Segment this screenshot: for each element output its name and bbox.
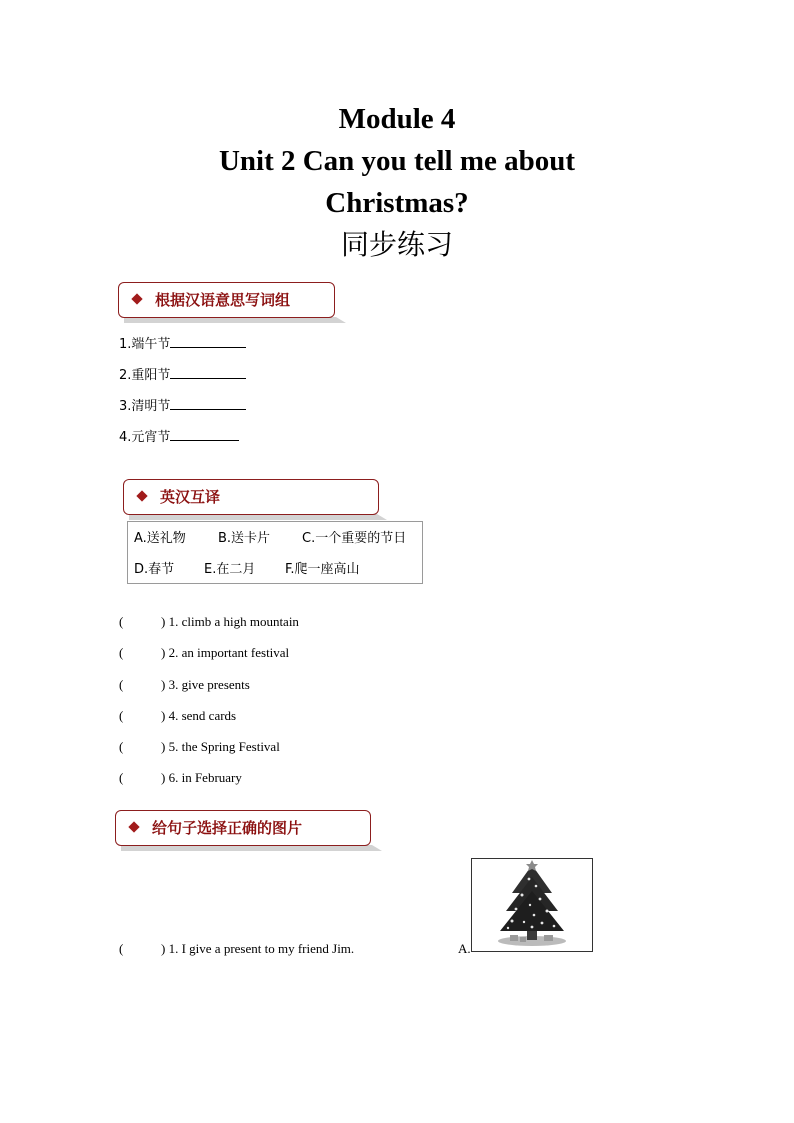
option-a: A.送礼物 <box>134 531 186 546</box>
paren-close: ) <box>161 770 166 785</box>
option-f: F.爬一座高山 <box>285 562 360 577</box>
answer-blank[interactable] <box>170 395 246 410</box>
question-row <box>119 644 289 662</box>
option-b: B.送卡片 <box>218 531 271 546</box>
paren-close: ) <box>161 614 166 629</box>
paren-close: ) <box>161 645 166 660</box>
answer-parentheses[interactable]: ( <box>119 941 124 956</box>
section-2-header <box>123 479 379 515</box>
section-1-title: 根据汉语意思写词组 <box>155 291 291 309</box>
diamond-icon <box>131 293 142 304</box>
title-unit: Unit 2 Can you tell me about <box>218 145 576 177</box>
option-e: E.在二月 <box>204 562 256 577</box>
question-text: 1. I give a present to my friend Jim. <box>168 941 355 956</box>
phrase-prompt: 4.元宵节 <box>119 430 171 445</box>
question-row <box>119 769 242 787</box>
question-row <box>119 676 250 694</box>
christmas-tree-icon <box>472 859 592 951</box>
answer-blank[interactable] <box>170 333 246 348</box>
christmas-tree-picture <box>471 858 593 952</box>
question-text: 6. in February <box>168 770 242 785</box>
question-text: 2. an important festival <box>168 645 290 660</box>
paren-close: ) <box>161 677 166 692</box>
title-topic: Christmas? <box>325 187 469 219</box>
section-1-header <box>118 282 335 318</box>
section-2-title: 英汉互译 <box>160 488 221 506</box>
diamond-icon <box>136 490 147 501</box>
page-title <box>0 98 794 265</box>
phrase-prompt: 3.清明节 <box>119 399 171 414</box>
phrase-item <box>119 426 239 447</box>
paren-close: ) <box>161 941 166 956</box>
title-practice: 同步练习 <box>340 228 453 261</box>
options-box <box>127 521 423 584</box>
phrase-prompt: 1.端午节 <box>119 337 171 352</box>
diamond-icon <box>128 821 139 832</box>
section-3-header <box>115 810 371 846</box>
question-row <box>119 738 280 756</box>
phrase-item <box>119 333 246 354</box>
question-text: 3. give presents <box>168 677 250 692</box>
phrase-item <box>119 364 246 385</box>
paren-close: ) <box>161 739 166 754</box>
answer-blank[interactable] <box>170 426 239 441</box>
question-row <box>119 613 299 631</box>
title-module: Module 4 <box>338 103 456 135</box>
question-row <box>119 707 236 725</box>
question-text: 5. the Spring Festival <box>168 739 280 754</box>
question-text: 1. climb a high mountain <box>168 614 299 629</box>
question-row <box>119 940 354 958</box>
option-d: D.春节 <box>134 562 175 577</box>
answer-parentheses[interactable]: ( <box>119 770 124 785</box>
question-text: 4. send cards <box>168 708 237 723</box>
option-c: C.一个重要的节日 <box>302 531 407 546</box>
answer-parentheses[interactable]: ( <box>119 708 124 723</box>
answer-parentheses[interactable]: ( <box>119 614 124 629</box>
answer-parentheses[interactable]: ( <box>119 739 124 754</box>
answer-blank[interactable] <box>170 364 246 379</box>
phrase-item <box>119 395 246 416</box>
picture-option-label: A. <box>458 941 471 956</box>
paren-close: ) <box>161 708 166 723</box>
phrase-prompt: 2.重阳节 <box>119 368 171 383</box>
section-3-title: 给句子选择正确的图片 <box>152 819 303 837</box>
answer-parentheses[interactable]: ( <box>119 645 124 660</box>
answer-parentheses[interactable]: ( <box>119 677 124 692</box>
